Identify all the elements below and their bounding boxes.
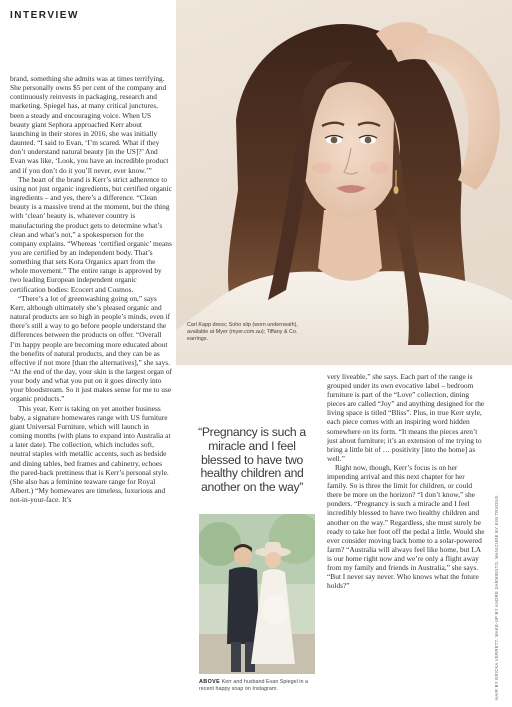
body-paragraph: very liveable,” she says. Each part of the range is grouped under its own evocative label – bedroom furniture is part of the “Love” collection, dining pieces are called “Joy” and anything designed for the living space is titled “Bliss”. Plus, in true Kerr style, each piece comes with an inspiring word hidden somewhere on its form. “It means the pieces aren’t just about furniture; it’s an extension of me trying to bring a little bit of … positivity [into the home] as well.”	[327, 372, 485, 463]
photo-credits: HAIR BY ERICKA VERRETT. MAKE-UP BY ANDRE SARMIENTO. MANICURE BY KIM TRUONG.	[494, 494, 499, 700]
body-paragraph: The heart of the brand is Kerr’s strict adherence to using not just organic ingredients, but certified organic ingredients – and yes, there’s a difference. “Clean beauty is a massive trend at the moment, but the thing with ‘clean’ beauty is, whatever country is manufacturing the product gets to determine what’s clean and what’s not,” a spokesperson for the company explains. “Whereas ‘certified organic’ means you are certified by an independent body. That’s something that sets Kora Organics apart from the whole movement.” The entire range is approved by two leading European independent organic certification bodies: Ecocert and Cosmos.	[10, 174, 172, 294]
couple-photo	[199, 514, 315, 674]
left-text-column	[10, 74, 172, 504]
body-paragraph: This year, Kerr is taking on yet another business baby, a signature homewares range with US furniture giant Universal Furniture, which will launch in coming months (with plans to expand into Australia at a later date). The collection, which includes soft, neutral staples with metallic accents, such as bedside and dining tables, bed frames and cabinetry, echoes the pared-back prettiness that is Kerr’s personal style. (She also has a feminine teaware range for Royal Albert.) “My homewares are timeless, luxurious and not-in-your-face. It’s	[10, 403, 171, 505]
body-paragraph: brand, something she admits was at times terrifying. She personally owns $5 per cent of the company and continuously reinvests in packaging, research and marketing. Spiegel has, at many critical junctures, been a steady and encouraging voice. When US beauty giant Sephora approached Kerr about launching in their stores in 2016, she was initially daunted. “I said to Evan, ‘I’m scared. What if they don’t understand natural beauty [in the US]?’ And Evan was like, ‘Look, you have an incredible product and if you don’t do it you’ll never, ever know.’”	[10, 74, 169, 175]
hero-photo-caption: Carl Kapp dress; Soho slip (worn underneath), available at Myer (myer.com.au); Tiffany & Co. earrings.	[187, 322, 298, 342]
couple-photo-caption	[199, 679, 317, 693]
caption-label: ABOVE	[199, 679, 221, 685]
hero-portrait-photo	[176, 0, 512, 365]
caption-text: Kerr and husband Evan Spiegel in a recent happy snap on Instagram.	[199, 679, 308, 692]
body-paragraph: “There’s a lot of greenwashing going on,” says Kerr, although ultimately she’s pleased organic and natural products are so high in people’s minds, even if there’s still a way to go before people understand the differences between the products on offer. “Overall I’m happy people are becoming more educated about the benefits of natural products, and they can be as effective if not more [than the alternatives],” she says. “At the end of the day, your skin is the largest organ of your body and what you put on it goes directly into your bloodstream. So it just makes sense for me to use organic products.”	[10, 293, 173, 404]
body-paragraph: Right now, though, Kerr’s focus is on her impending arrival and this next chapter for her family. So is three the limit for children, or could there be more on the horizon? “I don’t know,” she ponders. “Pregnancy is such a miracle and I feel incredibly blessed to have two healthy children and another on the way.” Regardless, she must surely be ready to take her foot off the pedal a little. Would she ever consider moving back home to a solar-powered farm? “Australia will always feel like home, but LA is our home right now and we’re only a flight away from my family and friends in Australia,” she says. “But I never say never. Who knows what the future holds?”	[327, 462, 485, 591]
right-text-column	[327, 372, 485, 590]
section-label: INTERVIEW	[10, 10, 79, 21]
pull-quote: “Pregnancy is such a miracle and I feel blessed to have two healthy children and another on the way”	[198, 425, 306, 495]
